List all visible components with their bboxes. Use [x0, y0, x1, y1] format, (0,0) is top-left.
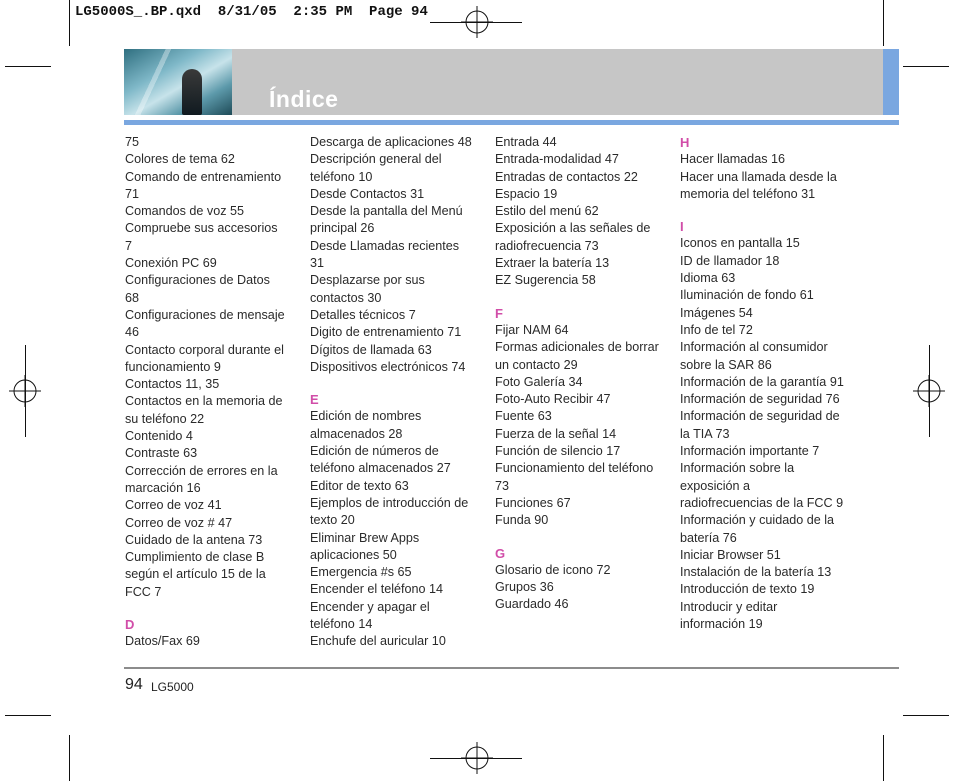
index-entry: Funda 90 — [495, 513, 549, 528]
index-letter-heading: I — [680, 219, 684, 235]
index-entry: Guardado 46 — [495, 597, 569, 612]
index-letter-heading: G — [495, 545, 506, 561]
crop-mark — [883, 0, 884, 46]
index-column-4 — [680, 134, 860, 633]
index-entry: Grupos 36 — [495, 580, 554, 595]
index-entry: Configuraciones de mensaje — [125, 307, 285, 322]
crop-mark — [69, 735, 70, 781]
index-entry: sobre la SAR 86 — [680, 357, 772, 372]
index-list — [680, 151, 860, 203]
crop-mark — [5, 715, 51, 716]
index-list — [495, 322, 675, 530]
index-entry: Contraste 63 — [125, 446, 198, 461]
index-entry: Contenido 4 — [125, 429, 193, 444]
index-entry: Cumplimiento de clase B — [125, 550, 265, 565]
model-name: LG5000 — [151, 680, 194, 694]
index-entry: Funciones 67 — [495, 495, 571, 510]
index-entry: Desde la pantalla del Menú — [310, 204, 463, 219]
index-list — [680, 235, 860, 633]
section-header — [124, 49, 899, 115]
crop-mark — [903, 715, 949, 716]
index-entry: su teléfono 22 — [125, 411, 205, 426]
index-entry: Entradas de contactos 22 — [495, 169, 638, 184]
index-entry: Iconos en pantalla 15 — [680, 236, 800, 251]
index-entry: Fuerza de la señal 14 — [495, 426, 617, 441]
index-entry: Información y cuidado de la — [680, 513, 835, 528]
index-entry: teléfono 10 — [310, 169, 373, 184]
index-entry: Fijar NAM 64 — [495, 322, 569, 337]
index-entry: Conexión PC 69 — [125, 256, 217, 271]
crop-mark — [883, 735, 884, 781]
index-entry: Correo de voz 41 — [125, 498, 222, 513]
index-entry: almacenados 28 — [310, 426, 403, 441]
index-entry: teléfono almacenados 27 — [310, 461, 451, 476]
index-entry: Corrección de errores en la — [125, 463, 278, 478]
index-list — [495, 562, 675, 614]
index-entry: Información importante 7 — [680, 444, 820, 459]
index-entry: Función de silencio 17 — [495, 444, 621, 459]
index-list — [495, 134, 675, 290]
index-letter-heading: E — [310, 392, 319, 408]
index-entry: Funcionamiento del teléfono — [495, 461, 654, 476]
index-entry: 68 — [125, 290, 140, 305]
index-entry: Iluminación de fondo 61 — [680, 288, 814, 303]
crop-mark — [903, 66, 949, 67]
index-entry: Hacer llamadas 16 — [680, 152, 785, 167]
index-list — [125, 633, 305, 650]
index-entry: teléfono 14 — [310, 617, 373, 632]
index-entry: Contactos en la memoria de — [125, 394, 283, 409]
index-entry: Formas adicionales de borrar — [495, 340, 659, 355]
index-entry: aplicaciones 50 — [310, 547, 397, 562]
index-entry: marcación 16 — [125, 480, 201, 495]
page-title: Índice — [269, 86, 339, 112]
index-entry: EZ Sugerencia 58 — [495, 273, 596, 288]
index-entry: Información de seguridad 76 — [680, 392, 840, 407]
index-entry: Cuidado de la antena 73 — [125, 532, 263, 547]
crop-mark — [430, 22, 522, 23]
index-entry: Hacer una llamada desde la — [680, 169, 837, 184]
index-entry: Edición de nombres — [310, 409, 422, 424]
index-entry: 7 — [125, 238, 133, 253]
index-entry: Desde Contactos 31 — [310, 186, 425, 201]
page-number: 94 — [125, 676, 143, 693]
crop-mark — [5, 66, 51, 67]
index-entry: Descarga de aplicaciones 48 — [310, 135, 472, 149]
index-letter-heading: F — [495, 305, 503, 321]
index-entry: la TIA 73 — [680, 426, 730, 441]
index-list — [310, 134, 490, 376]
index-entry: exposición a — [680, 478, 751, 493]
index-entry: Edición de números de — [310, 444, 439, 459]
index-entry: Foto-Auto Recibir 47 — [495, 392, 611, 407]
index-list — [125, 134, 305, 601]
header-accent-bar — [883, 49, 899, 115]
index-entry: Fuente 63 — [495, 409, 552, 424]
index-letter-heading: H — [680, 135, 690, 150]
index-entry: Editor de texto 63 — [310, 478, 409, 493]
index-entry: Espacio 19 — [495, 186, 558, 201]
index-entry: 71 — [125, 186, 140, 201]
index-entry: ID de llamador 18 — [680, 253, 780, 268]
index-entry: Introducir y editar — [680, 599, 778, 614]
index-entry: Encender y apagar el — [310, 599, 430, 614]
index-entry: Exposición a las señales de — [495, 221, 651, 236]
header-rule — [124, 120, 899, 125]
index-entry: principal 26 — [310, 221, 375, 236]
index-entry: Entrada 44 — [495, 135, 557, 149]
index-column-3 — [495, 134, 675, 614]
index-entry: FCC 7 — [125, 584, 162, 599]
header-photo — [124, 49, 232, 115]
crop-mark — [25, 345, 26, 437]
index-entry: Contactos 11, 35 — [125, 377, 220, 392]
index-entry: batería 76 — [680, 530, 737, 545]
index-entry: Información sobre la — [680, 461, 795, 476]
index-entry: Digito de entrenamiento 71 — [310, 325, 462, 340]
index-entry: Entrada-modalidad 47 — [495, 152, 619, 167]
index-entry: Enchufe del auricular 10 — [310, 634, 446, 649]
index-entry: 46 — [125, 325, 140, 340]
index-letter-heading: D — [125, 617, 135, 633]
index-entry: Contacto corporal durante el — [125, 342, 284, 357]
index-entry: Descripción general del — [310, 152, 442, 167]
index-entry: Idioma 63 — [680, 271, 736, 286]
index-entry: Colores de tema 62 — [125, 152, 235, 167]
index-entry: Datos/Fax 69 — [125, 634, 200, 649]
index-entry: texto 20 — [310, 513, 355, 528]
print-slug: LG5000S_.BP.qxd 8/31/05 2:35 PM Page 94 — [75, 4, 428, 20]
index-entry: Estilo del menú 62 — [495, 204, 599, 219]
index-entry: Desde Llamadas recientes — [310, 238, 460, 253]
index-entry: 31 — [310, 256, 325, 271]
crop-mark — [69, 0, 70, 46]
index-entry: Extraer la batería 13 — [495, 256, 610, 271]
index-entry: según el artículo 15 de la — [125, 567, 266, 582]
crop-mark — [929, 345, 930, 437]
index-column-1 — [125, 134, 305, 651]
index-entry: Comandos de voz 55 — [125, 204, 245, 219]
index-entry: Imágenes 54 — [680, 305, 753, 320]
index-entry: Información al consumidor — [680, 340, 828, 355]
index-entry: Introducción de texto 19 — [680, 582, 815, 597]
index-entry: Ejemplos de introducción de — [310, 495, 469, 510]
index-entry: Desplazarse por sus — [310, 273, 425, 288]
index-entry: Detalles técnicos 7 — [310, 307, 416, 322]
index-entry: contactos 30 — [310, 290, 382, 305]
index-entry: Emergencia #s 65 — [310, 565, 412, 580]
crop-mark — [430, 758, 522, 759]
index-entry: Comando de entrenamiento — [125, 169, 282, 184]
index-entry: memoria del teléfono 31 — [680, 186, 816, 201]
index-entry: 75 — [125, 135, 140, 149]
index-entry: 73 — [495, 478, 510, 493]
index-entry: radiofrecuencia 73 — [495, 238, 599, 253]
index-entry: Encender el teléfono 14 — [310, 582, 444, 597]
index-entry: Info de tel 72 — [680, 322, 753, 337]
index-entry: un contacto 29 — [495, 357, 578, 372]
index-entry: Instalación de la batería 13 — [680, 565, 832, 580]
index-entry: Compruebe sus accesorios — [125, 221, 278, 236]
index-entry: radiofrecuencias de la FCC 9 — [680, 495, 844, 510]
index-entry: Dígitos de llamada 63 — [310, 342, 432, 357]
index-entry: Iniciar Browser 51 — [680, 547, 781, 562]
index-list — [310, 408, 490, 650]
footer-rule — [124, 667, 899, 669]
index-entry: funcionamiento 9 — [125, 359, 221, 374]
index-entry: Foto Galería 34 — [495, 374, 583, 389]
photo-figure — [182, 69, 202, 115]
index-entry: Dispositivos electrónicos 74 — [310, 359, 466, 374]
index-entry: Configuraciones de Datos — [125, 273, 270, 288]
index-entry: Información de la garantía 91 — [680, 374, 844, 389]
index-column-2 — [310, 134, 490, 651]
index-entry: Correo de voz # 47 — [125, 515, 233, 530]
index-entry: Eliminar Brew Apps — [310, 530, 420, 545]
index-entry: información 19 — [680, 617, 763, 632]
index-entry: Información de seguridad de — [680, 409, 840, 424]
index-entry: Glosario de icono 72 — [495, 562, 611, 577]
